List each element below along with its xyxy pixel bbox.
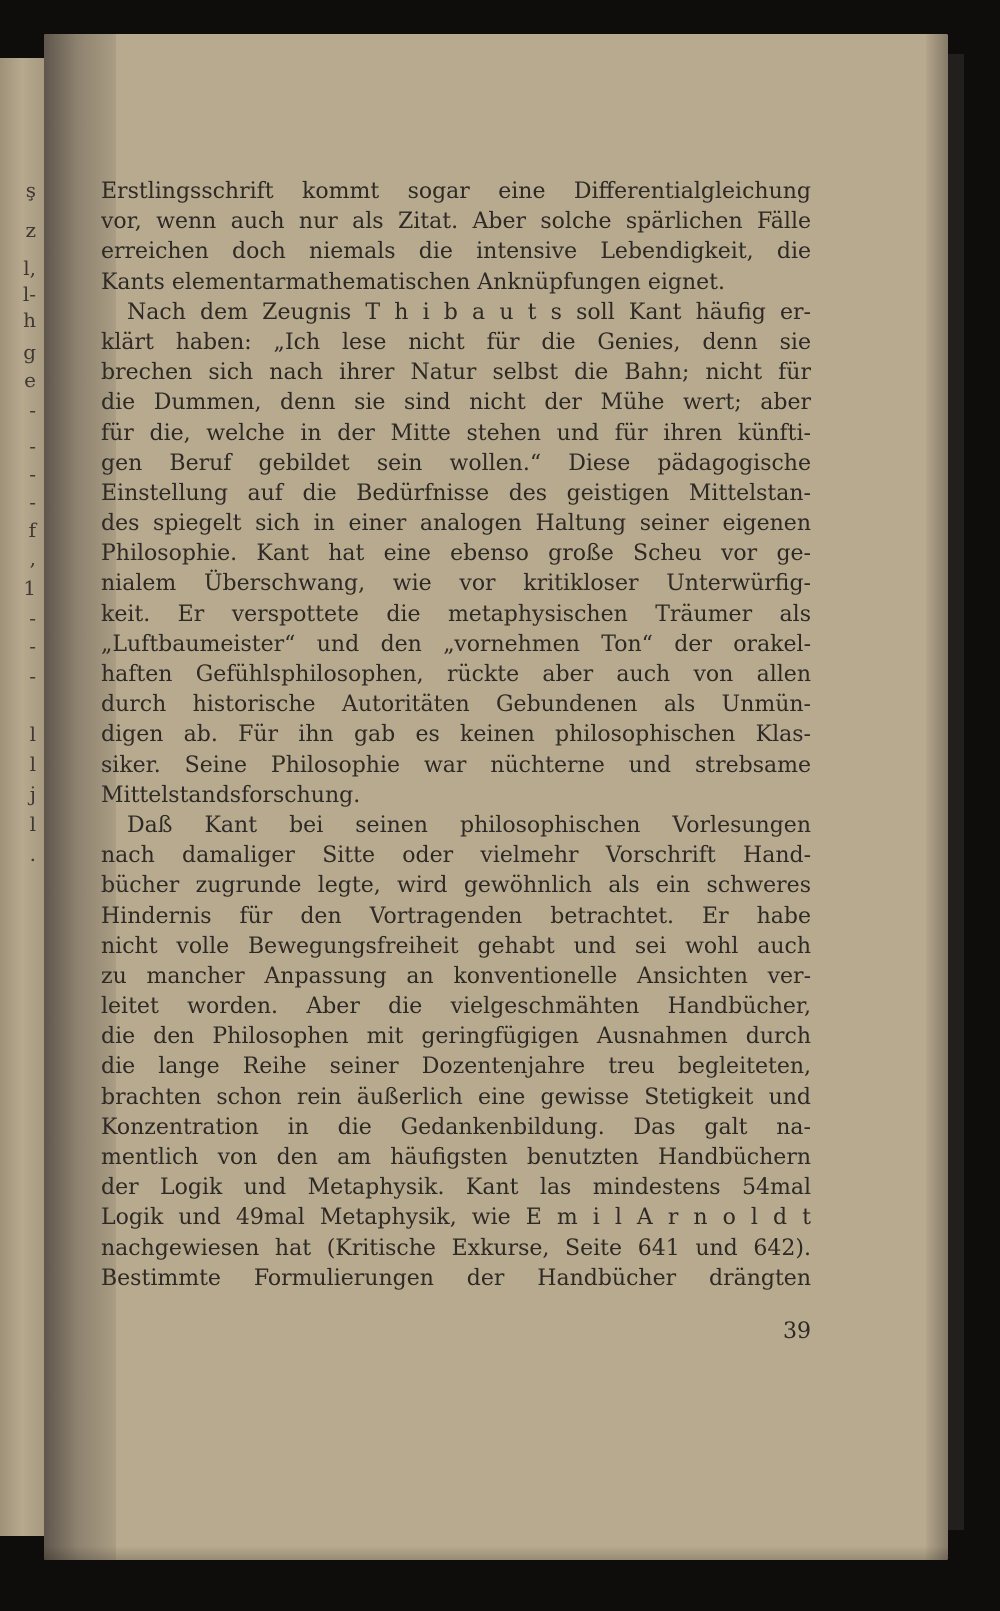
left-page-fragment: ,: [29, 546, 36, 570]
page-shadow-strip: [948, 54, 964, 1530]
text-line: nicht volle Bewegungsfreiheit gehabt und sei wohl auch: [101, 933, 811, 959]
page-number: 39: [783, 1319, 811, 1344]
left-page-fragment: l: [29, 812, 36, 836]
left-page-fragment: l,: [23, 256, 36, 280]
left-page-fragment: .: [29, 842, 36, 866]
left-page-fragment: -: [29, 434, 36, 458]
left-page-fragment: ş: [25, 178, 36, 202]
text-line: Erstlingsschrift kommt sogar eine Differentialgleichung: [101, 179, 811, 204]
text-line: vor, wenn auch nur als Zitat. Aber solche spärlichen Fälle: [101, 209, 811, 235]
text-line: haften Gefühlsphilosophen, rückte aber auch von allen: [101, 662, 811, 687]
text-line: Bestimmte Formulierungen der Handbücher drängten: [101, 1265, 811, 1291]
left-page-fragment: -: [29, 490, 36, 514]
left-page-fragment: z: [25, 218, 36, 242]
text-line: digen ab. Für ihn gab es keinen philosophischen Klas-: [101, 722, 811, 748]
text-line: Einstellung auf die Bedürfnisse des geistigen Mittelstan-: [101, 480, 811, 506]
text-line: Daß Kant bei seinen philosophischen Vorlesungen: [127, 812, 811, 838]
left-page-fragment: -: [29, 664, 36, 688]
left-page-edge: [0, 58, 46, 1536]
text-line: Philosophie. Kant hat eine ebenso große Scheu vor ge-: [101, 541, 811, 567]
text-line: zu mancher Anpassung an konventionelle Ansichten ver-: [101, 963, 811, 989]
left-page-fragment: g: [23, 340, 36, 364]
text-line: Nach dem Zeugnis T h i b a u t s soll Kant häufig er-: [127, 299, 811, 325]
text-line: Logik und 49mal Metaphysik, wie E m i l A r n o l d t: [101, 1205, 811, 1231]
text-line: brechen sich nach ihrer Natur selbst die Bahn; nicht für: [101, 360, 811, 386]
text-line: Kants elementarmathematischen Anknüpfungen eignet.: [101, 269, 725, 295]
text-line: des spiegelt sich in einer analogen Haltung seiner eigenen: [101, 511, 811, 537]
left-page-fragment: h: [23, 308, 36, 332]
text-line: der Logik und Metaphysik. Kant las mindestens 54mal: [101, 1175, 811, 1201]
left-page-fragment: j: [29, 782, 36, 806]
left-page-fragment: l: [29, 752, 36, 776]
text-line: Hindernis für den Vortragenden betrachtet. Er habe: [101, 903, 811, 929]
text-line: Konzentration in die Gedankenbildung. Das galt na-: [101, 1114, 811, 1140]
text-line: die Dummen, denn sie sind nicht der Mühe wert; aber: [101, 390, 811, 416]
text-line: nachgewiesen hat (Kritische Exkurse, Seite 641 und 642).: [101, 1235, 811, 1261]
left-page-fragment: l-: [22, 282, 36, 306]
text-line: die den Philosophen mit geringfügigen Ausnahmen durch: [101, 1024, 811, 1050]
text-line: gen Beruf gebildet sein wollen.“ Diese pädagogische: [101, 450, 811, 476]
left-page-fragment: f: [28, 518, 36, 542]
left-page-fragment: l: [29, 722, 36, 746]
text-line: nialem Überschwang, wie vor kritikloser Unterwürfig-: [101, 571, 811, 597]
text-line: leitet worden. Aber die vielgeschmähten Handbücher,: [101, 994, 811, 1020]
text-line: klärt haben: „Ich lese nicht für die Genies, denn sie: [101, 329, 811, 355]
text-line: „Luftbaumeister“ und den „vornehmen Ton“ der orakel-: [101, 631, 811, 657]
left-page-fragment: -: [29, 634, 36, 658]
left-page-fragment: e: [24, 368, 36, 392]
text-line: bücher zugrunde legte, wird gewöhnlich als ein schweres: [101, 873, 811, 899]
text-line: siker. Seine Philosophie war nüchterne und strebsame: [101, 752, 811, 778]
left-page-fragment: -: [29, 606, 36, 630]
text-line: erreichen doch niemals die intensive Lebendigkeit, die: [101, 239, 811, 265]
page-bottom-shadow: [44, 1546, 948, 1560]
left-page-fragment: -: [29, 398, 36, 422]
text-line: mentlich von den am häufigsten benutzten Handbüchern: [101, 1145, 811, 1170]
page-edge: [926, 34, 948, 1560]
text-line: Mittelstandsforschung.: [101, 782, 361, 808]
text-line: keit. Er verspottete die metaphysischen Träumer als: [101, 601, 811, 627]
text-line: für die, welche in der Mitte stehen und für ihren künfti-: [101, 420, 811, 446]
text-line: brachten schon rein äußerlich eine gewisse Stetigkeit und: [101, 1084, 811, 1110]
text-line: die lange Reihe seiner Dozentenjahre treu begleiteten,: [101, 1054, 811, 1080]
text-line: durch historische Autoritäten Gebundenen als Unmün-: [101, 692, 811, 718]
left-page-fragment: 1: [23, 576, 36, 600]
text-line: nach damaliger Sitte oder vielmehr Vorschrift Hand-: [101, 843, 811, 869]
left-page-fragment: -: [29, 462, 36, 486]
book-page: [44, 34, 948, 1560]
body-text: [101, 177, 811, 1294]
